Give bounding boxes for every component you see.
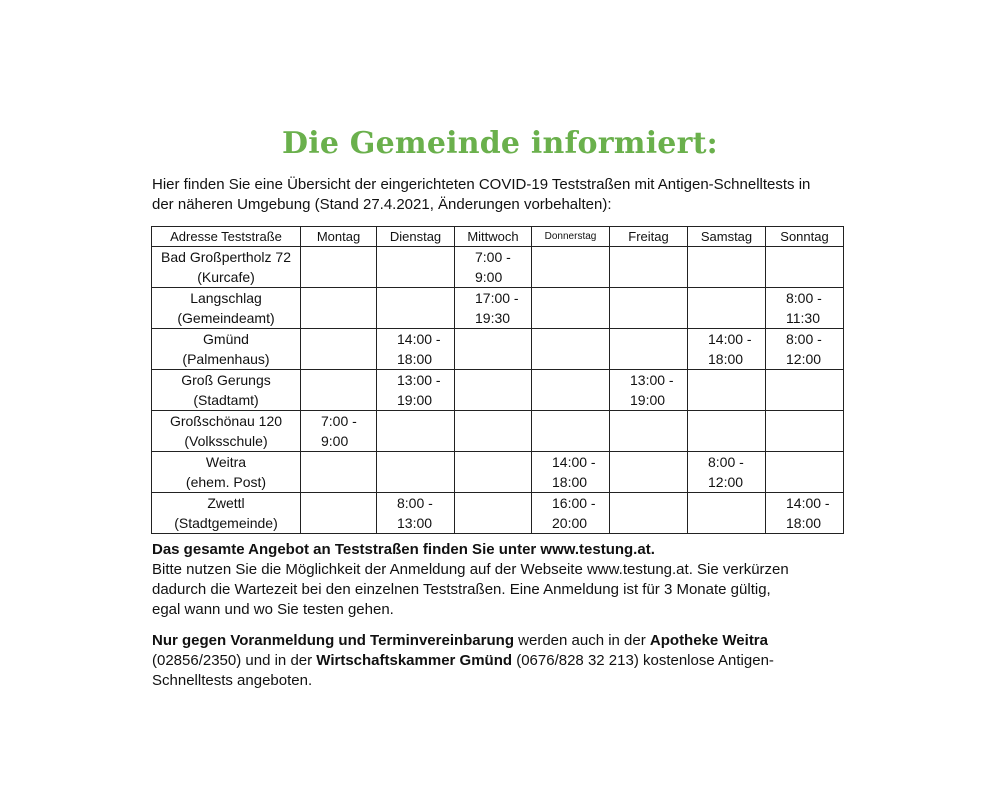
time-end: 11:30 [786, 310, 820, 326]
time-slot-thursday [532, 329, 610, 370]
time-start: 13:00 - [630, 372, 674, 388]
address-cell [152, 288, 301, 329]
table-row [152, 329, 844, 370]
address-location: (Palmenhaus) [182, 351, 270, 367]
time-end: 18:00 [552, 474, 588, 490]
time-slot-monday [301, 452, 377, 493]
testing-info-line-4: egal wann und wo Sie testen gehen. [152, 601, 394, 618]
header-wednesday: Mittwoch [455, 227, 532, 247]
time-end: 9:00 [475, 269, 503, 285]
testing-info-heading: Das gesamte Angebot an Teststraßen finden Sie unter www.testung.at. [152, 541, 655, 558]
time-start: 13:00 - [397, 372, 441, 388]
address-cell [152, 247, 301, 288]
time-start: 8:00 - [786, 331, 822, 347]
time-slot-wednesday [455, 288, 532, 329]
time-slot-wednesday [455, 247, 532, 288]
address-name: Weitra [205, 454, 247, 470]
time-start: 14:00 - [552, 454, 596, 470]
time-start: 14:00 - [786, 495, 830, 511]
address-name: Großschönau 120 [169, 413, 283, 429]
appointment-text-3: (0676/828 32 213) kostenlose Antigen- [512, 652, 774, 669]
address-name: Groß Gerungs [181, 372, 271, 388]
table-row [152, 247, 844, 288]
time-end: 13:00 [397, 515, 433, 531]
time-slot-wednesday [455, 452, 532, 493]
header-tuesday: Dienstag [377, 227, 455, 247]
time-slot-saturday [688, 370, 766, 411]
time-end: 18:00 [786, 515, 822, 531]
time-end: 19:30 [475, 310, 511, 326]
table-row [152, 288, 844, 329]
time-slot-monday [301, 370, 377, 411]
time-start: 16:00 - [552, 495, 596, 511]
time-end: 12:00 [786, 351, 822, 367]
time-slot-thursday [532, 247, 610, 288]
time-slot-tuesday [377, 493, 455, 534]
appointment-text-2: (02856/2350) und in der [152, 652, 317, 669]
address-location: (Volksschule) [184, 433, 268, 449]
time-start: 8:00 - [708, 454, 744, 470]
table-row [152, 452, 844, 493]
testing-info-line-3: dadurch die Wartezeit bei den einzelnen Teststraßen. Eine Anmeldung ist für 3 Monate gültig, [152, 581, 771, 598]
intro-line-2: der näheren Umgebung (Stand 27.4.2021, Änderungen vorbehalten): [152, 196, 612, 213]
time-start: 8:00 - [786, 290, 822, 306]
intro-line-1: Hier finden Sie eine Übersicht der eingerichteten COVID-19 Teststraßen mit Antigen-Schnelltests in [152, 176, 811, 193]
address-name: Gmünd [203, 331, 249, 347]
time-slot-tuesday [377, 247, 455, 288]
address-name: Langschlag [190, 290, 262, 306]
time-slot-monday [301, 247, 377, 288]
time-slot-saturday [688, 411, 766, 452]
time-slot-thursday [532, 452, 610, 493]
time-end: 20:00 [552, 515, 588, 531]
time-start: 7:00 - [321, 413, 357, 429]
time-slot-wednesday [455, 411, 532, 452]
time-slot-thursday [532, 288, 610, 329]
address-location: (Gemeindeamt) [177, 310, 275, 326]
intro-text [152, 175, 852, 215]
time-slot-tuesday [377, 411, 455, 452]
address-location: (ehem. Post) [185, 474, 267, 490]
time-slot-tuesday [377, 329, 455, 370]
time-end: 18:00 [708, 351, 744, 367]
appointment-bold-1: Nur gegen Voranmeldung und Terminvereinbarung [152, 632, 514, 649]
table-row [152, 370, 844, 411]
testing-info [152, 540, 852, 620]
time-slot-sunday [766, 452, 844, 493]
time-start: 17:00 - [475, 290, 519, 306]
time-slot-saturday [688, 288, 766, 329]
time-slot-friday [610, 411, 688, 452]
time-slot-tuesday [377, 288, 455, 329]
time-slot-saturday [688, 329, 766, 370]
header-sunday: Sonntag [766, 227, 844, 247]
time-end: 19:00 [630, 392, 666, 408]
address-name: Bad Großpertholz 72 [161, 249, 291, 265]
time-slot-friday [610, 370, 688, 411]
time-slot-monday [301, 411, 377, 452]
time-slot-friday [610, 329, 688, 370]
time-slot-wednesday [455, 493, 532, 534]
time-slot-sunday [766, 288, 844, 329]
header-saturday: Samstag [688, 227, 766, 247]
time-slot-thursday [532, 370, 610, 411]
address-cell [152, 493, 301, 534]
time-slot-thursday [532, 493, 610, 534]
time-slot-sunday [766, 370, 844, 411]
time-slot-saturday [688, 247, 766, 288]
time-slot-sunday [766, 247, 844, 288]
appointment-bold-3: Wirtschaftskammer Gmünd [316, 652, 513, 669]
time-slot-tuesday [377, 370, 455, 411]
time-end: 12:00 [708, 474, 744, 490]
time-end: 19:00 [397, 392, 433, 408]
time-slot-saturday [688, 452, 766, 493]
time-start: 8:00 - [397, 495, 433, 511]
address-location: (Stadtamt) [193, 392, 259, 408]
time-slot-thursday [532, 411, 610, 452]
address-location: (Stadtgemeinde) [174, 515, 278, 531]
time-end: 9:00 [321, 433, 349, 449]
time-slot-saturday [688, 493, 766, 534]
table-row [152, 493, 844, 534]
time-slot-tuesday [377, 452, 455, 493]
time-slot-sunday [766, 493, 844, 534]
testing-info-line-2: Bitte nutzen Sie die Möglichkeit der Anmeldung auf der Webseite www.testung.at. Sie verkürzen [152, 561, 789, 578]
time-start: 14:00 - [397, 331, 441, 347]
appointment-text-1: werden auch in der [513, 632, 650, 649]
time-end: 18:00 [397, 351, 433, 367]
appointment-bold-2: Apotheke Weitra [649, 632, 768, 649]
time-slot-wednesday [455, 329, 532, 370]
time-slot-monday [301, 288, 377, 329]
time-slot-friday [610, 493, 688, 534]
table-row [152, 411, 844, 452]
header-thursday: Donnerstag [532, 227, 610, 247]
time-start: 14:00 - [708, 331, 752, 347]
address-cell [152, 411, 301, 452]
header-friday: Freitag [610, 227, 688, 247]
table-header-row [152, 227, 844, 247]
page-title: Die Gemeinde informiert: [282, 126, 718, 161]
address-location: (Kurcafe) [197, 269, 255, 285]
address-cell [152, 370, 301, 411]
header-address: Adresse Teststraße [152, 227, 301, 247]
header-monday: Montag [301, 227, 377, 247]
time-slot-friday [610, 288, 688, 329]
time-slot-friday [610, 452, 688, 493]
address-name: Zwettl [207, 495, 245, 511]
time-slot-sunday [766, 411, 844, 452]
address-cell [152, 452, 301, 493]
test-schedule-table [151, 226, 844, 534]
time-start: 7:00 - [475, 249, 511, 265]
time-slot-sunday [766, 329, 844, 370]
time-slot-monday [301, 329, 377, 370]
time-slot-wednesday [455, 370, 532, 411]
address-cell [152, 329, 301, 370]
appointment-info [152, 631, 852, 691]
time-slot-monday [301, 493, 377, 534]
time-slot-friday [610, 247, 688, 288]
appointment-text-4: Schnelltests angeboten. [152, 672, 313, 689]
